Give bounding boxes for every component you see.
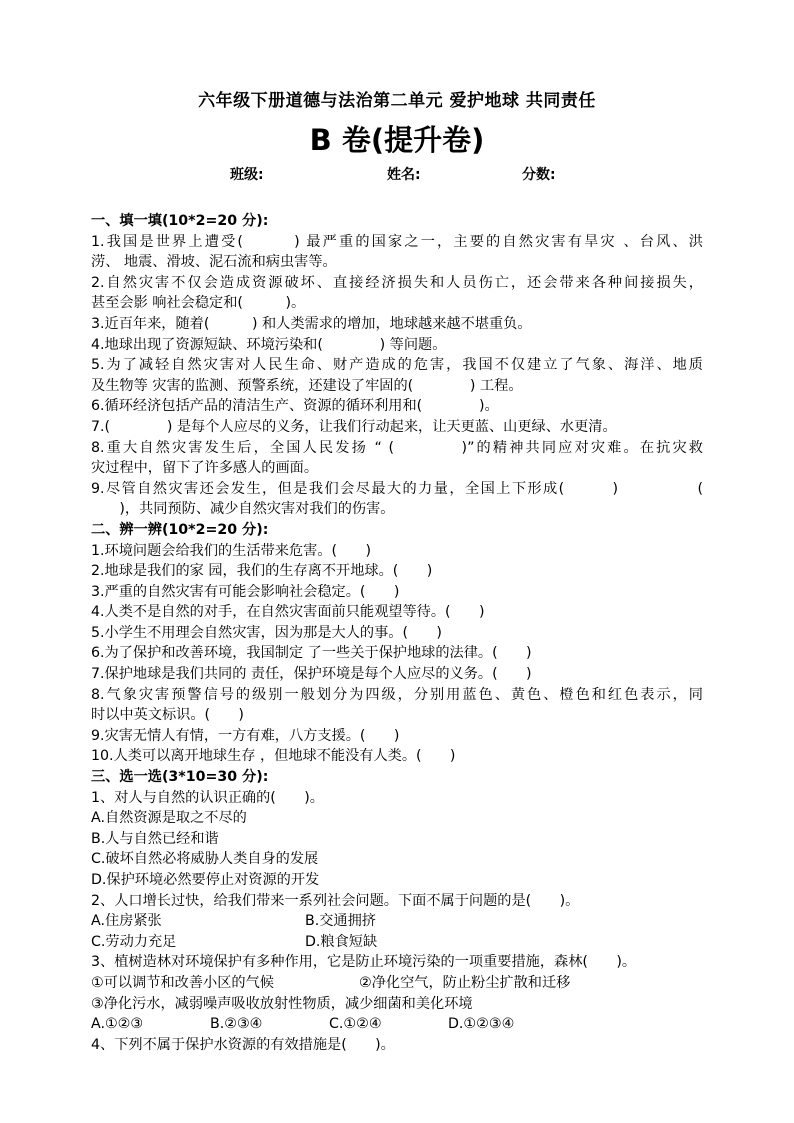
fill-q8-line1: 8.重大自然灾害发生后，全国人民发扬 “ ( )”的精神共同应对灾难。在抗灾救 <box>91 439 703 456</box>
choice-q3-option-a: A.①②③ <box>91 1016 144 1033</box>
fill-q8-line2: 灾过程中，留下了许多感人的画面。 <box>91 460 319 477</box>
section-true-false-title: 二、辨一辨(10*2=20 分): <box>91 521 269 538</box>
fill-q4: 4.地球出现了资源短缺、环境污染和( ) 等问题。 <box>91 336 447 353</box>
tf-q2: 2.地球是我们的家 园，我们的生存离不开地球。( ) <box>91 563 433 580</box>
tf-q4: 4.人类不是自然的对手，在自然灾害面前只能观望等待。( ) <box>91 604 485 621</box>
choice-q2-option-b: B.交通拥挤 <box>305 913 376 930</box>
choice-q3-options <box>91 1014 703 1035</box>
choice-q2-options-row2 <box>91 932 703 953</box>
fill-q1-line1: 1.我国是世界上遭受( ) 最严重的国家之一，主要的自然灾害有旱灾 、台风、洪 <box>91 233 703 250</box>
name-label: 姓名: <box>387 167 421 183</box>
choice-q1-option-d: D.保护环境必然要停止对资源的开发 <box>91 872 320 888</box>
choice-q3-item-3: ③净化污水，减弱噪声吸收放射性物质，减少细菌和美化环境 <box>91 995 473 1012</box>
choice-q1-option-b: B.人与自然已经和谐 <box>91 830 219 847</box>
choice-q2-options-row1 <box>91 911 703 932</box>
score-label: 分数: <box>522 167 556 183</box>
fill-q9-line1: 9.尽管自然灾害还会发生，但是我们会尽最大的力量，全国上下形成( ) ( <box>91 480 703 497</box>
choice-q1-option-a: A.自然资源是取之不尽的 <box>91 810 247 827</box>
tf-q10: 10.人类可以离开地球生存 ，但地球不能没有人类。( ) <box>91 748 456 765</box>
choice-q3-option-d: D.①②③④ <box>448 1016 515 1033</box>
fill-q9-line2: )，共同预防、减少自然灾害对我们的伤害。 <box>91 501 395 518</box>
fill-q5-line2: 及生物等 灾害的监测、预警系统，还建设了牢固的( ) 工程。 <box>91 377 523 394</box>
choice-q3-option-c: C.①②④ <box>329 1016 382 1033</box>
tf-q9: 9.灾害无情人有情，一方有难，八方支援。( ) <box>91 727 400 744</box>
choice-q2-option-c: C.劳动力充足 <box>91 933 177 950</box>
fill-q3: 3.近百年来，随着( ) 和人类需求的增加，地球越来越不堪重负。 <box>91 315 532 332</box>
tf-q7: 7.保护地球是我们共同的 责任，保护环境是每个人应尽的义务。( ) <box>91 666 532 683</box>
choice-q4-stem: 4、下列不属于保护水资源的有效措施是( )。 <box>91 1036 395 1053</box>
tf-q5: 5.小学生不用理会自然灾害，因为那是大人的事。( ) <box>91 624 442 641</box>
tf-q8-line1: 8.气象灾害预警信号的级别一般划分为四级，分别用蓝色、黄色、橙色和红色表示，同 <box>91 686 703 703</box>
choice-q3-item-1: ①可以调节和改善小区的气候 <box>91 974 274 991</box>
choice-q1-option-c: C.破坏自然必将威胁人类自身的发展 <box>91 851 319 868</box>
tf-q6: 6.为了保护和改善环境，我国制定 了一些关于保护地球的法律。( ) <box>91 645 532 662</box>
fill-q1-line2: 涝、 地震、滑坡、泥石流和病虫害等。 <box>91 254 337 271</box>
choice-q3-item-2: ②净化空气，防止粉尘扩散和迁移 <box>359 974 571 991</box>
choice-q2-stem: 2、人口增长过快，给我们带来一系列社会问题。下面不属于问题的是( )。 <box>91 892 580 909</box>
fill-q2-line1: 2.自然灾害不仅会造成资源破坏、直接经济损失和人员伤亡，还会带来各种间接损失， <box>91 274 703 291</box>
tf-q1: 1.环境问题会给我们的生活带来危害。( ) <box>91 542 371 559</box>
class-label: 班级: <box>230 167 264 183</box>
exam-title: 六年级下册道德与法治第二单元 爱护地球 共同责任 <box>198 91 596 111</box>
tf-q8-line2: 时以中英文标识。( ) <box>91 707 244 724</box>
choice-q3-stem: 3、植树造林对环境保护有多种作用，它是防止环境污染的一项重要措施，森林( )。 <box>91 954 637 971</box>
exam-content <box>91 211 703 1055</box>
fill-q5-line1: 5.为了减轻自然灾害对人民生命、财产造成的危害，我国不仅建立了气象、海洋、地质 <box>91 357 703 374</box>
choice-q2-option-a: A.住房紧张 <box>91 913 162 930</box>
choice-q2-option-d: D.粮食短缺 <box>305 933 378 950</box>
exam-subtitle: B 卷(提升卷) <box>309 123 485 157</box>
choice-q1-stem: 1、对人与自然的认识正确的( )。 <box>91 789 324 806</box>
choice-q3-option-b: B.②③④ <box>210 1016 263 1033</box>
fill-q2-line2: 甚至会影 响社会稳定和( )。 <box>91 295 306 312</box>
section-choice-title: 三、选一选(3*10=30 分): <box>91 769 269 786</box>
tf-q3: 3.严重的自然灾害有可能会影响社会稳定。( ) <box>91 583 400 600</box>
fill-q6: 6.循环经济包括产品的清洁生产、资源的循环利用和( )。 <box>91 398 499 415</box>
section-fill-blank-title: 一、填一填(10*2=20 分): <box>91 213 269 229</box>
fill-q7: 7.( ) 是每个人应尽的义务，让我们行动起来，让天更蓝、山更绿、水更清。 <box>91 418 617 435</box>
choice-q3-items-row1 <box>91 973 703 994</box>
